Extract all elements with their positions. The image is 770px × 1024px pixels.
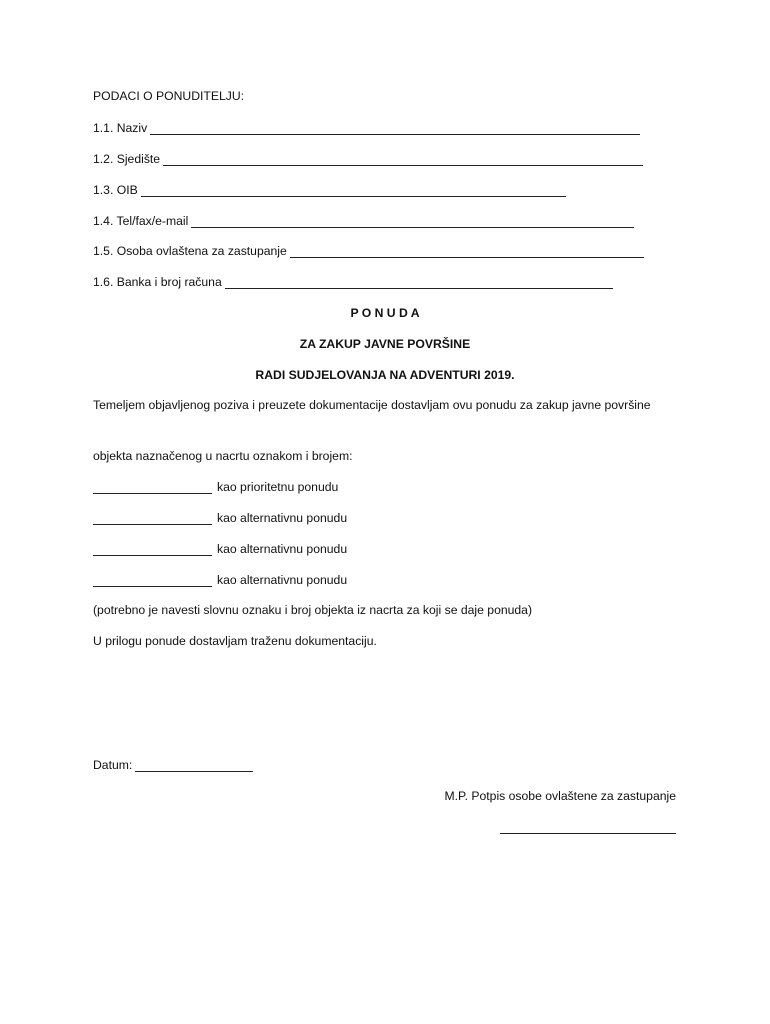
option-alternative-3 xyxy=(93,572,347,588)
field-name-label: 1.1. Naziv xyxy=(93,121,148,135)
field-seat-blank[interactable] xyxy=(163,153,643,166)
field-representative-label: 1.5. Osoba ovlaštena za zastupanje xyxy=(93,244,287,258)
field-bank-label: 1.6. Banka i broj računa xyxy=(93,275,222,289)
option-alternative-3-label: kao alternativnu ponudu xyxy=(217,573,348,587)
offer-title: P O N U D A xyxy=(350,306,420,320)
field-name-blank[interactable] xyxy=(150,122,640,135)
option-priority xyxy=(93,479,338,495)
signature-label: M.P. Potpis osobe ovlaštene za zastupanje xyxy=(444,789,676,803)
field-oib xyxy=(93,182,566,198)
offer-note: (potrebno je navesti slovnu oznaku i broj objekta iz nacrta za koji se daje ponuda) xyxy=(93,603,533,617)
offer-intro-2: objekta naznačenog u nacrtu oznakom i brojem: xyxy=(93,449,353,463)
field-bank-blank[interactable] xyxy=(225,276,613,289)
offer-intro: Temeljem objavljenog poziva i preuzete dokumentacije dostavljam ovu ponudu za zakup javne površine xyxy=(93,398,651,412)
field-seat xyxy=(93,151,643,167)
option-alternative-1-label: kao alternativnu ponudu xyxy=(217,511,348,525)
signature-blank[interactable] xyxy=(500,828,676,834)
date-blank[interactable] xyxy=(135,759,253,772)
option-alternative-2 xyxy=(93,541,347,557)
option-alternative-3-blank[interactable] xyxy=(93,574,212,587)
option-priority-label: kao prioritetnu ponudu xyxy=(217,480,339,494)
field-name xyxy=(93,120,640,136)
offer-attachment: U prilogu ponude dostavljam traženu dokumentaciju. xyxy=(93,634,377,648)
supplier-heading: PODACI O PONUDITELJU: xyxy=(93,89,245,103)
offer-subtitle-2: RADI SUDJELOVANJA NA ADVENTURI 2019. xyxy=(255,368,515,382)
option-alternative-1-blank[interactable] xyxy=(93,512,212,525)
option-alternative-2-blank[interactable] xyxy=(93,543,212,556)
field-contact xyxy=(93,213,634,229)
field-seat-label: 1.2. Sjedište xyxy=(93,152,161,166)
option-alternative-1 xyxy=(93,510,347,526)
field-contact-label: 1.4. Tel/fax/e-mail xyxy=(93,214,189,228)
option-alternative-2-label: kao alternativnu ponudu xyxy=(217,542,348,556)
date-label: Datum: xyxy=(93,758,133,772)
option-priority-blank[interactable] xyxy=(93,481,212,494)
field-oib-label: 1.3. OIB xyxy=(93,183,138,197)
offer-subtitle-1: ZA ZAKUP JAVNE POVRŠINE xyxy=(299,337,471,351)
field-bank xyxy=(93,274,613,290)
field-oib-blank[interactable] xyxy=(141,184,566,197)
date-field xyxy=(93,757,253,773)
field-representative-blank[interactable] xyxy=(290,245,644,258)
field-contact-blank[interactable] xyxy=(191,215,634,228)
field-representative xyxy=(93,243,644,259)
